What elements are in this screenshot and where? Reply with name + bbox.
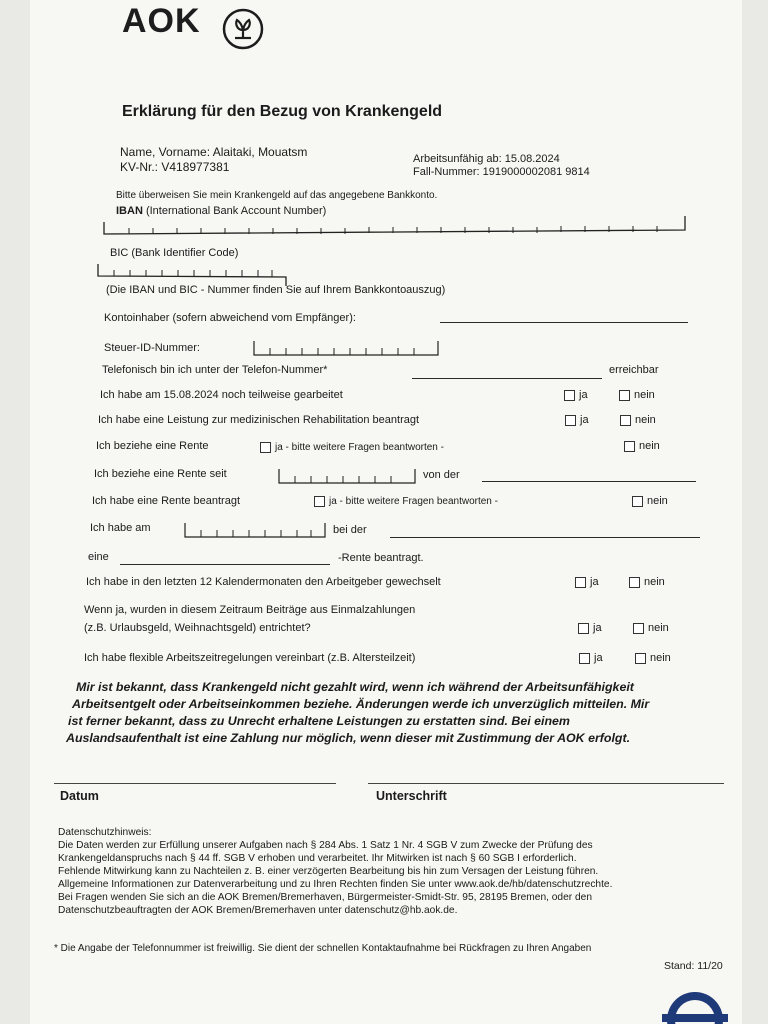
q2-no-checkbox[interactable] xyxy=(620,414,656,426)
checkbox-icon xyxy=(635,653,646,664)
q5-no-checkbox[interactable] xyxy=(632,495,668,507)
checkbox-icon xyxy=(620,415,631,426)
question-flexible-working: Ich habe flexible Arbeitszeitregelungen vereinbart (z.B. Altersteilzeit) xyxy=(84,652,416,664)
pension-type-suffix: -Rente beantragt. xyxy=(338,552,424,564)
name-line: Name, Vorname: Alaitaki, Mouatsm xyxy=(120,145,308,159)
notice-line-1: Mir ist bekannt, dass Krankengeld nicht gezahlt wird, wenn ich während der Arbeitsunfähigkeit xyxy=(76,680,634,694)
revision-stand: Stand: 11/20 xyxy=(664,960,723,972)
privacy-line: Allgemeine Informationen zur Datenverarbeitung und zu Ihren Rechten finden Sie unter www.aok.de/hb/datenschutzrechte. xyxy=(58,879,613,890)
tax-id-label: Steuer-ID-Nummer: xyxy=(104,342,200,354)
privacy-notice xyxy=(58,826,742,917)
question-employer-change: Ich habe in den letzten 12 Kalendermonaten den Arbeitgeber gewechselt xyxy=(86,576,441,588)
iban-label-bold: IBAN xyxy=(116,205,143,217)
pension-provider-input[interactable] xyxy=(482,481,696,482)
bank-intro: Bitte überweisen Sie mein Krankengeld auf das angegebene Bankkonto. xyxy=(116,190,438,201)
question-one-time-payments-line2: (z.B. Urlaubsgeld, Weihnachtsgeld) entrichtet? xyxy=(84,622,311,634)
pension-type-prefix: eine xyxy=(88,551,109,563)
q3-yes-checkbox[interactable] xyxy=(260,442,444,453)
checkbox-icon xyxy=(565,415,576,426)
no-label: nein xyxy=(635,414,656,426)
notice-line-3: ist ferner bekannt, dass zu Unrecht erhaltene Leistungen zu erstatten sind. Bei einem xyxy=(68,714,570,728)
question-one-time-payments-line1: Wenn ja, wurden in diesem Zeitraum Beiträge aus Einmalzahlungen xyxy=(84,604,416,616)
q2-yes-checkbox[interactable] xyxy=(565,414,589,426)
question-partial-work: Ich habe am 15.08.2024 noch teilweise gearbeitet xyxy=(100,389,343,401)
q3-no-checkbox[interactable] xyxy=(624,440,660,452)
privacy-line: Bei Fragen wenden Sie sich an die AOK Bremen/Bremerhaven, Bürgermeister-Smidt-Str. 95, 28195 Bremen, oder den xyxy=(58,892,592,903)
checkbox-icon xyxy=(575,577,586,588)
account-holder-label: Kontoinhaber (sofern abweichend vom Empfänger): xyxy=(104,312,356,324)
date-label: Datum xyxy=(60,789,99,803)
checkbox-icon xyxy=(579,653,590,664)
yes-label: ja xyxy=(593,622,602,634)
checkbox-icon xyxy=(624,441,635,452)
checkbox-icon xyxy=(629,577,640,588)
checkbox-icon xyxy=(633,623,644,634)
question-rehab: Ich habe eine Leistung zur medizinischen Rehabilitation beantragt xyxy=(98,414,420,426)
q3-yes-label: ja - bitte weitere Fragen beantworten - xyxy=(275,442,444,453)
yes-label: ja xyxy=(579,389,588,401)
q5-yes-label: ja - bitte weitere Fragen beantworten - xyxy=(329,496,498,507)
q9-yes-checkbox[interactable] xyxy=(578,622,602,634)
q1-yes-checkbox[interactable] xyxy=(564,389,588,401)
iban-label-rest: (International Bank Account Number) xyxy=(142,205,327,217)
checkbox-icon xyxy=(260,442,271,453)
reachable-label: erreichbar xyxy=(609,364,659,376)
no-label: nein xyxy=(647,495,668,507)
applied-at-label: bei der xyxy=(333,524,367,536)
phone-label: Telefonisch bin ich unter der Telefon-Nummer* xyxy=(102,364,328,376)
pension-from-label: von der xyxy=(423,469,460,481)
no-label: nein xyxy=(634,389,655,401)
case-number-line: Fall-Nummer: 1919000002081 9814 xyxy=(413,166,590,178)
form-title: Erklärung für den Bezug von Krankengeld xyxy=(122,103,443,120)
question-pension-since: Ich beziehe eine Rente seit xyxy=(94,468,227,480)
notice-line-4: Auslandsaufenthalt ist eine Zahlung nur möglich, wenn dieser mit Zustimmung der AOK erfolgt. xyxy=(66,731,631,745)
yes-label: ja xyxy=(580,414,589,426)
iban-input[interactable] xyxy=(102,212,687,242)
no-label: nein xyxy=(650,652,671,664)
checkbox-icon xyxy=(314,496,325,507)
certification-badge-icon xyxy=(660,988,730,1024)
yes-label: ja xyxy=(590,576,599,588)
q10-yes-checkbox[interactable] xyxy=(579,652,603,664)
phone-footnote: * Die Angabe der Telefonnummer ist freiwillig. Sie dient der schnellen Kontaktaufnahme bei Rückfragen zu Ihren Angaben xyxy=(54,943,592,954)
kv-number-line: KV-Nr.: V418977381 xyxy=(120,160,230,174)
date-input[interactable] xyxy=(54,783,336,784)
form-page xyxy=(30,0,742,1024)
phone-input[interactable] xyxy=(412,378,602,379)
q5-yes-checkbox[interactable] xyxy=(314,496,498,507)
q10-no-checkbox[interactable] xyxy=(635,652,671,664)
pension-type-input[interactable] xyxy=(120,564,330,565)
aok-tree-icon xyxy=(222,8,264,55)
q8-yes-checkbox[interactable] xyxy=(575,576,599,588)
no-label: nein xyxy=(639,440,660,452)
privacy-line: Fehlende Mitwirkung kann zu Nachteilen z. B. einer verzögerten Bearbeitung bis hin zum Versagen der Leistung führen. xyxy=(58,866,599,877)
bank-hint: (Die IBAN und BIC - Nummer finden Sie auf Ihrem Bankkontoauszug) xyxy=(106,284,446,296)
no-label: nein xyxy=(644,576,665,588)
checkbox-icon xyxy=(632,496,643,507)
signature-label: Unterschrift xyxy=(376,789,447,803)
privacy-line: Krankengeldanspruchs nach § 44 ff. SGB V erhoben und verarbeitet. Ihr Mitwirken ist nach § 60 SGB I erforderlich. xyxy=(58,853,577,864)
notice-line-2: Arbeitsentgelt oder Arbeitseinkommen beziehe. Änderungen werde ich unverzüglich mitteilen. Mir xyxy=(72,697,650,711)
pension-since-date-input[interactable] xyxy=(277,466,419,486)
no-label: nein xyxy=(648,622,669,634)
checkbox-icon xyxy=(564,390,575,401)
account-holder-input[interactable] xyxy=(440,322,688,323)
bic-label: BIC (Bank Identifier Code) xyxy=(110,247,239,259)
privacy-line: Datenschutzbeauftragten der AOK Bremen/Bremerhaven unter datenschutz@hb.aok.de. xyxy=(58,905,458,916)
tax-id-input[interactable] xyxy=(252,338,442,358)
q9-no-checkbox[interactable] xyxy=(633,622,669,634)
privacy-heading: Datenschutzhinweis: xyxy=(58,827,152,838)
question-applied-on: Ich habe am xyxy=(90,522,151,534)
signature-input[interactable] xyxy=(368,783,724,784)
q8-no-checkbox[interactable] xyxy=(629,576,665,588)
question-pension-applied: Ich habe eine Rente beantragt xyxy=(92,495,241,507)
q1-no-checkbox[interactable] xyxy=(619,389,655,401)
question-pension: Ich beziehe eine Rente xyxy=(96,440,209,452)
applied-on-date-input[interactable] xyxy=(183,520,329,540)
yes-label: ja xyxy=(594,652,603,664)
applied-at-provider-input[interactable] xyxy=(390,537,700,538)
checkbox-icon xyxy=(619,390,630,401)
incapacity-date-line: Arbeitsunfähig ab: 15.08.2024 xyxy=(413,153,560,165)
aok-logo-text: AOK xyxy=(122,2,201,40)
checkbox-icon xyxy=(578,623,589,634)
privacy-line: Die Daten werden zur Erfüllung unserer Aufgaben nach § 284 Abs. 1 Satz 1 Nr. 4 SGB V zum Zwecke der Prüfung des xyxy=(58,840,593,851)
